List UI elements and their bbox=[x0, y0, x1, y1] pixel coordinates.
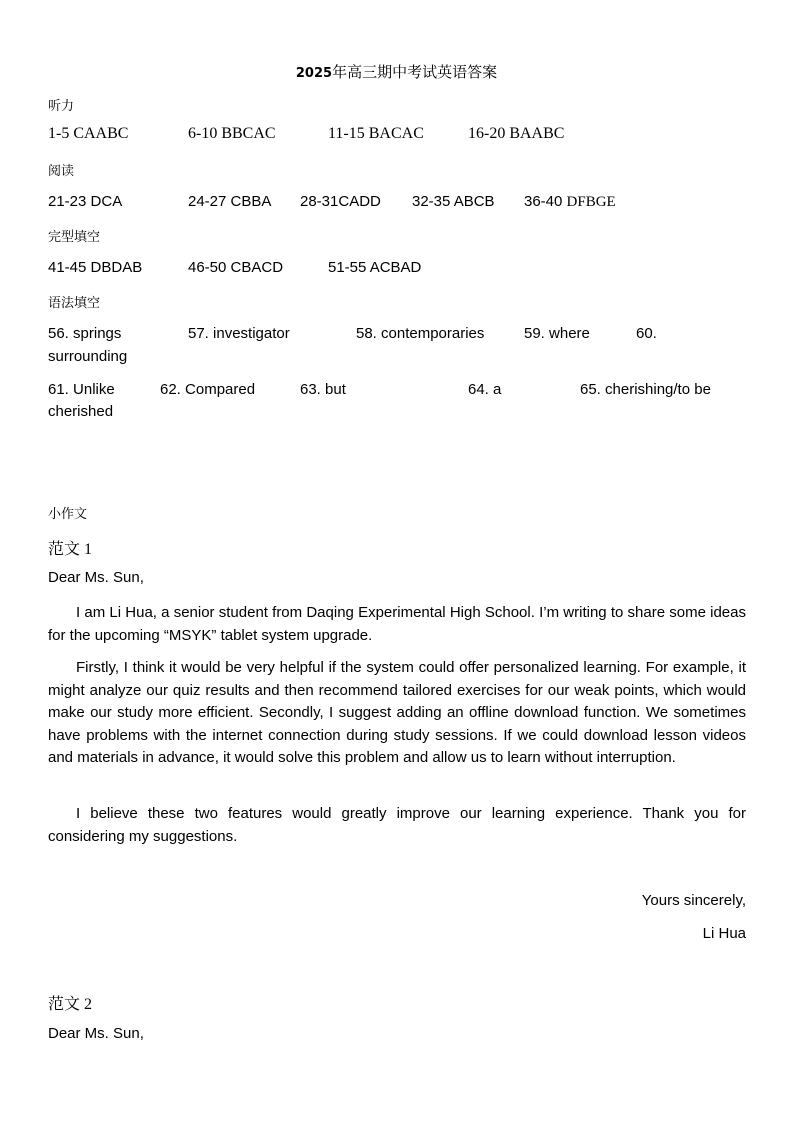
answer-item: 63. but bbox=[300, 381, 346, 398]
answer-item: 28-31CADD bbox=[300, 193, 381, 210]
answer-item: 56. springs bbox=[48, 325, 122, 342]
essay1-paragraph-2: Firstly, I think it would be very helpful if the system could offer personalized learning. For example, it might analyze our quiz results and then recommend tailored exercises for our weak points, which would make our study more efficient. Secondly, I suggest adding an offline download function. We sometimes have problems with the internet connection during study sessions. If we could download lesson videos and materials in advance, it would solve this problem and allow us to learn without interruption. bbox=[48, 659, 746, 766]
essay1-greeting: Dear Ms. Sun, bbox=[48, 569, 144, 586]
answer-item: 64. a bbox=[468, 381, 502, 398]
grammar-heading: 语法填空 bbox=[48, 296, 101, 311]
answer-item-wrap: surrounding bbox=[48, 348, 128, 365]
grammar-answers-row1 bbox=[48, 325, 748, 347]
answer-item: 59. where bbox=[524, 325, 590, 342]
answer-item: 16-20 BAABC bbox=[468, 125, 565, 142]
essay1-paragraph-3: I believe these two features would greatly improve our learning experience. Thank you for considering my suggestions. bbox=[48, 805, 746, 845]
grammar-answers-row2 bbox=[48, 381, 748, 403]
answer-item-wrap: cherished bbox=[48, 403, 114, 420]
listening-answers bbox=[48, 125, 748, 147]
essay2-greeting: Dear Ms. Sun, bbox=[48, 1025, 144, 1042]
answer-item-tail: DFBGE bbox=[566, 194, 616, 210]
answer-item: 61. Unlike bbox=[48, 381, 115, 398]
answer-item: 65. cherishing/to be bbox=[580, 381, 711, 398]
answer-item: 32-35 ABCB bbox=[412, 193, 495, 210]
answer-item: 62. Compared bbox=[160, 381, 256, 398]
writing-heading: 小作文 bbox=[48, 507, 88, 522]
answer-item: 46-50 CBACD bbox=[188, 259, 284, 276]
listening-heading: 听力 bbox=[48, 99, 75, 114]
page-title bbox=[0, 61, 793, 82]
answer-item: 21-23 DCA bbox=[48, 193, 123, 210]
reading-answers bbox=[48, 193, 748, 215]
answer-item: 58. contemporaries bbox=[356, 325, 485, 342]
answer-item-number: 36-40 bbox=[524, 193, 563, 210]
essay1-paragraph-1: I am Li Hua, a senior student from Daqing Experimental High School. I’m writing to share some ideas for the upcoming “MSYK” tablet system upgrade. bbox=[48, 604, 746, 644]
answer-item: 51-55 ACBAD bbox=[328, 259, 422, 276]
answer-item: 1-5 CAABC bbox=[48, 125, 129, 142]
answer-item: 6-10 BBCAC bbox=[188, 125, 276, 142]
answer-item: 24-27 CBBA bbox=[188, 193, 272, 210]
answer-item-last bbox=[524, 193, 616, 211]
answer-item: 57. investigator bbox=[188, 325, 290, 342]
title-year: 2025 bbox=[295, 66, 333, 81]
essay1-label: 范文 1 bbox=[48, 541, 93, 558]
answer-item: 60. bbox=[636, 325, 657, 342]
essay1-closing: Yours sincerely, bbox=[641, 892, 746, 909]
answer-item: 41-45 DBDAB bbox=[48, 259, 143, 276]
cloze-heading: 完型填空 bbox=[48, 230, 101, 245]
answer-item: 11-15 BACAC bbox=[328, 125, 424, 142]
title-text: 年高三期中考试英语答案 bbox=[332, 63, 498, 81]
reading-heading: 阅读 bbox=[48, 164, 75, 179]
essay2-label: 范文 2 bbox=[48, 996, 93, 1013]
essay1-signature: Li Hua bbox=[702, 925, 746, 942]
cloze-answers bbox=[48, 259, 748, 281]
